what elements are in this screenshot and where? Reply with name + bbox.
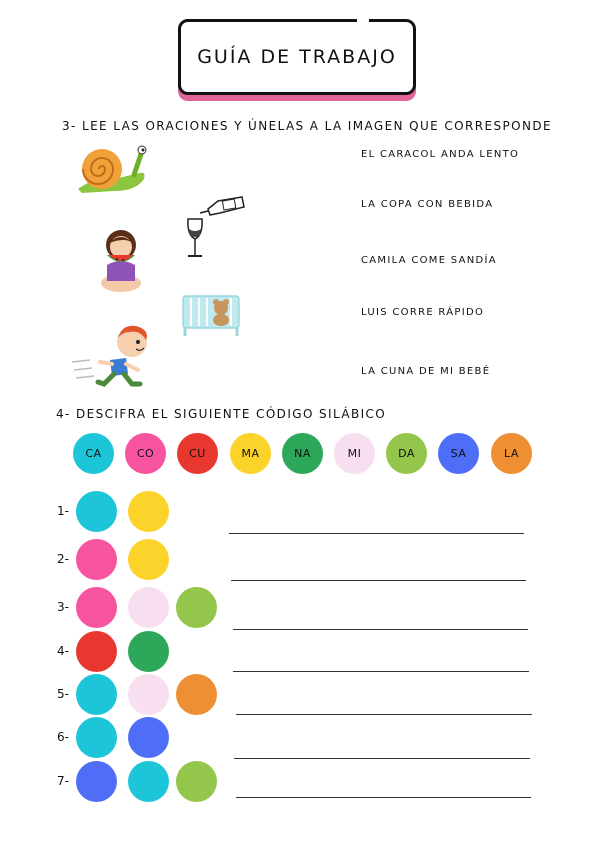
answer-line-7[interactable] bbox=[236, 797, 531, 798]
code-circle-4-2 bbox=[128, 631, 169, 672]
answer-line-5[interactable] bbox=[236, 714, 532, 715]
sentence-glass: LA COPA CON BEBIDA bbox=[361, 199, 494, 210]
legend-circle-7: SA bbox=[438, 433, 479, 474]
sentence-snail: EL CARACOL ANDA LENTO bbox=[361, 149, 520, 160]
legend-circle-6: DA bbox=[386, 433, 427, 474]
row-number-7: 7- bbox=[57, 774, 69, 788]
legend-circle-2: CU bbox=[177, 433, 218, 474]
running-boy-icon bbox=[70, 322, 158, 394]
row-number-4: 4- bbox=[57, 644, 69, 658]
sentence-crib: LA CUNA DE MI BEBÉ bbox=[361, 366, 491, 377]
code-circle-7-2 bbox=[128, 761, 169, 802]
legend-circle-1: CO bbox=[125, 433, 166, 474]
girl-eating-watermelon-icon bbox=[97, 225, 147, 295]
baby-crib-icon bbox=[179, 288, 243, 338]
code-circle-2-1 bbox=[76, 539, 117, 580]
code-circle-5-2 bbox=[128, 674, 169, 715]
section-4-heading: 4- DESCIFRA EL SIGUIENTE CÓDIGO SILÁBICO bbox=[56, 407, 387, 421]
code-circle-6-2 bbox=[128, 717, 169, 758]
answer-line-1[interactable] bbox=[229, 533, 524, 534]
legend-circle-4: NA bbox=[282, 433, 323, 474]
row-number-5: 5- bbox=[57, 687, 69, 701]
code-circle-7-3 bbox=[176, 761, 217, 802]
row-number-6: 6- bbox=[57, 730, 69, 744]
answer-line-2[interactable] bbox=[231, 580, 526, 581]
row-number-2: 2- bbox=[57, 552, 69, 566]
code-circle-1-2 bbox=[128, 491, 169, 532]
snail-icon bbox=[74, 143, 154, 195]
code-circle-2-2 bbox=[128, 539, 169, 580]
legend-circle-8: LA bbox=[491, 433, 532, 474]
code-circle-5-1 bbox=[76, 674, 117, 715]
section-3-heading: 3- LEE LAS ORACIONES Y ÚNELAS A LA IMAGEN QUE CORRESPONDE bbox=[62, 119, 552, 133]
code-circle-5-3 bbox=[176, 674, 217, 715]
code-circle-3-2 bbox=[128, 587, 169, 628]
code-circle-1-1 bbox=[76, 491, 117, 532]
row-number-1: 1- bbox=[57, 504, 69, 518]
wine-bottle-glass-icon bbox=[178, 193, 246, 261]
sentence-boy: LUIS CORRE RÁPIDO bbox=[361, 307, 485, 318]
page-title: GUÍA DE TRABAJO bbox=[197, 46, 397, 68]
code-circle-3-3 bbox=[176, 587, 217, 628]
row-number-3: 3- bbox=[57, 600, 69, 614]
title-box bbox=[178, 19, 416, 95]
legend-circle-5: MI bbox=[334, 433, 375, 474]
sentence-girl: CAMILA COME SANDÍA bbox=[361, 255, 497, 266]
code-circle-7-1 bbox=[76, 761, 117, 802]
legend-circle-0: CA bbox=[73, 433, 114, 474]
answer-line-6[interactable] bbox=[234, 758, 530, 759]
legend-circle-3: MA bbox=[230, 433, 271, 474]
answer-line-3[interactable] bbox=[233, 629, 528, 630]
code-circle-3-1 bbox=[76, 587, 117, 628]
code-circle-4-1 bbox=[76, 631, 117, 672]
title-border-gap bbox=[357, 15, 369, 25]
answer-line-4[interactable] bbox=[233, 671, 529, 672]
code-circle-6-1 bbox=[76, 717, 117, 758]
